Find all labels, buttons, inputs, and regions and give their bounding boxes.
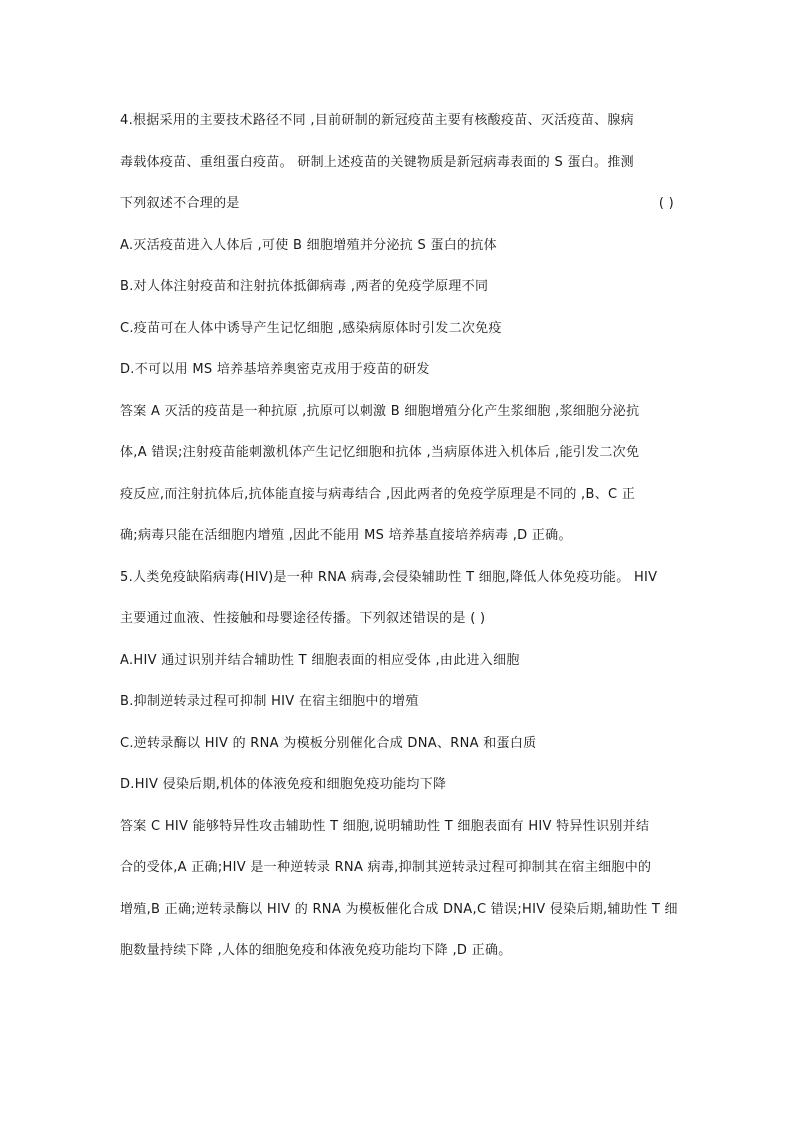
question-4-stem-line-1: 4.根据采用的主要技术路径不同 ,目前研制的新冠疫苗主要有核酸疫苗、灭活疫苗、腺病 <box>120 113 634 128</box>
question-5-option-a: A.HIV 通过识别并结合辅助性 T 细胞表面的相应受体 ,由此进入细胞 <box>120 652 520 668</box>
question-4-prompt: 下列叙述不合理的是 <box>120 196 240 211</box>
question-5-answer-line-4: 胞数量持续下降 ,人体的细胞免疫和体液免疫功能均下降 ,D 正确。 <box>120 943 512 958</box>
question-5 <box>120 557 680 972</box>
question-5-option-d: D.HIV 侵染后期,机体的体液免疫和细胞免疫功能均下降 <box>120 777 447 792</box>
question-4-option-d: D.不可以用 MS 培养基培养奥密克戎用于疫苗的研发 <box>120 362 430 377</box>
question-4-stem-line-3 <box>120 183 680 225</box>
question-5-option-b: B.抑制逆转录过程可抑制 HIV 在宿主细胞中的增殖 <box>120 694 419 709</box>
question-5-stem-line-2: 主要通过血液、性接触和母婴途径传播。下列叙述错误的是 ( ) <box>120 611 486 626</box>
question-4-answer-line-3: 疫反应,而注射抗体后,抗体能直接与病毒结合 ,因此两者的免疫学原理是不同的 ,B、C 正 <box>120 486 636 502</box>
question-5-answer-line-2: 合的受体,A 正确;HIV 是一种逆转录 RNA 病毒,抑制其逆转录过程可抑制其在宿主细胞中的 <box>120 860 652 875</box>
question-4 <box>120 100 680 557</box>
question-4-stem-line-2: 毒载体疫苗、重组蛋白疫苗。 研制上述疫苗的关键物质是新冠病毒表面的 S 蛋白。推测 <box>120 154 634 170</box>
question-4-option-b: B.对人体注射疫苗和注射抗体抵御病毒 ,两者的免疫学原理不同 <box>120 279 489 294</box>
question-4-option-a: A.灭活疫苗进入人体后 ,可使 B 细胞增殖并分泌抗 S 蛋白的抗体 <box>120 237 497 253</box>
question-4-answer-line-4: 确;病毒只能在活细胞内增殖 ,因此不能用 MS 培养基直接培养病毒 ,D 正确。 <box>120 528 572 543</box>
question-5-answer-line-3: 增殖,B 正确;逆转录酶以 HIV 的 RNA 为模板催化合成 DNA,C 错误;HIV 侵染后期,辅助性 T 细 <box>120 901 678 917</box>
question-5-option-c: C.逆转录酶以 HIV 的 RNA 为模板分别催化合成 DNA、RNA 和蛋白质 <box>120 735 537 751</box>
document-page <box>120 100 680 972</box>
question-4-option-c: C.疫苗可在人体中诱导产生记忆细胞 ,感染病原体时引发二次免疫 <box>120 320 502 336</box>
question-4-answer-line-2: 体,A 错误;注射疫苗能刺激机体产生记忆细胞和抗体 ,当病原体进入机体后 ,能引发二次免 <box>120 445 640 460</box>
question-5-answer-line-1: 答案 C HIV 能够特异性攻击辅助性 T 细胞,说明辅助性 T 细胞表面有 HIV 特异性识别并结 <box>120 818 650 834</box>
answer-blank: ( ) <box>658 196 674 211</box>
question-4-answer-line-1: 答案 A 灭活的疫苗是一种抗原 ,抗原可以刺激 B 细胞增殖分化产生浆细胞 ,浆细胞分泌抗 <box>120 403 640 419</box>
question-5-stem-line-1: 5.人类免疫缺陷病毒(HIV)是一种 RNA 病毒,会侵染辅助性 T 细胞,降低人体免疫功能。 HIV <box>120 569 658 585</box>
